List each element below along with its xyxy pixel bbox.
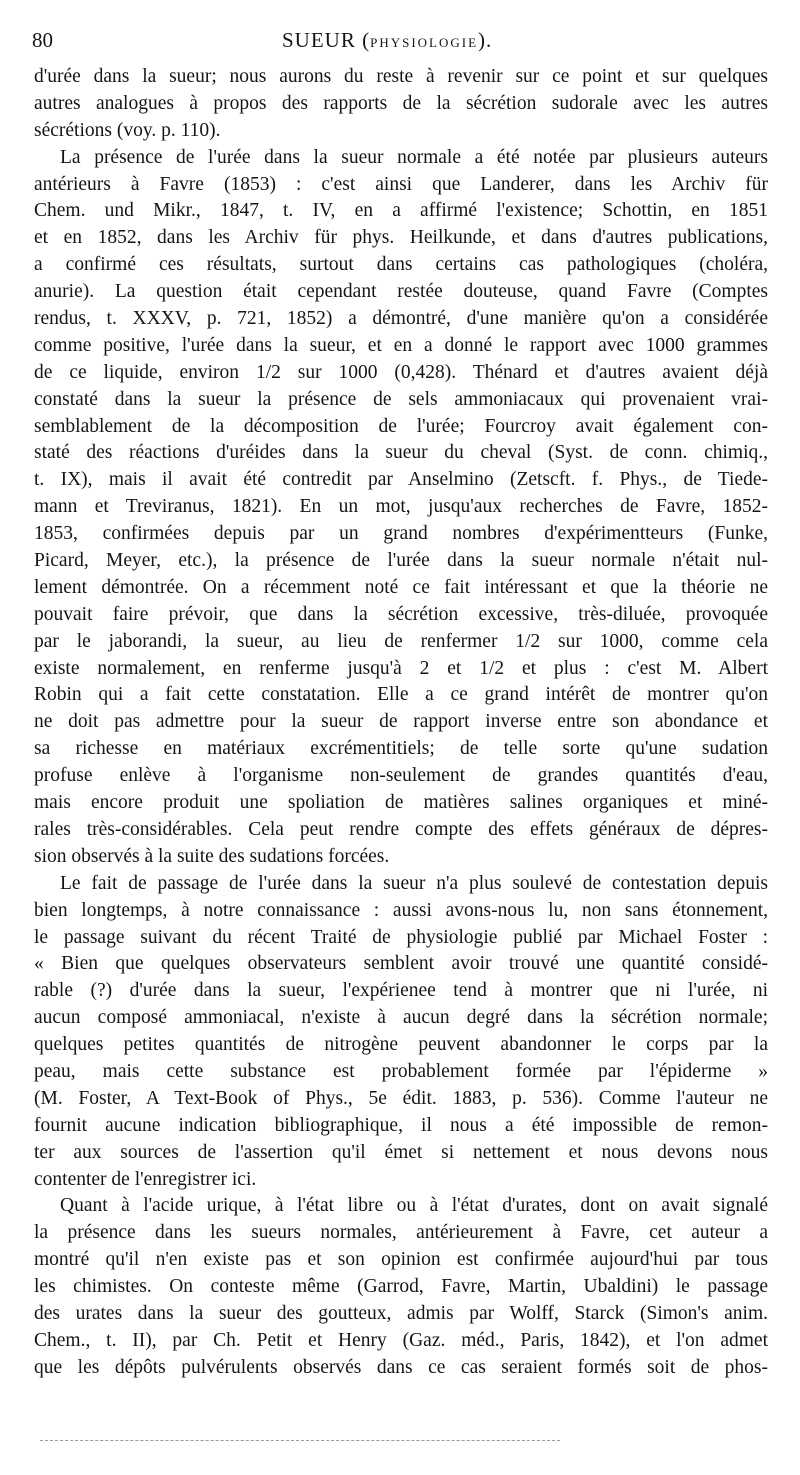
- text-line: la présence dans les sueurs normales, antérieurement à Favre, cet auteur a: [34, 1222, 768, 1244]
- text-line: mann et Treviranus, 1821). En un mot, jusqu'aux recherches de Favre, 1852-: [34, 496, 768, 518]
- text-line: 1853, confirmées depuis par un grand nombres d'expérimentteurs (Funke,: [34, 523, 768, 545]
- running-title-main: SUEUR (: [282, 28, 371, 52]
- text-line: semblablement de la décomposition de l'urée; Fourcroy avait également con-: [34, 415, 768, 437]
- text-line: Quant à l'acide urique, à l'état libre ou à l'état d'urates, dont on avait signalé: [60, 1195, 768, 1217]
- text-line: rales très-considérables. Cela peut rendre compte des effets généraux de dépres-: [34, 818, 768, 840]
- text-line: que les dépôts pulvérulents observés dans ce cas seraient formés soit de phos-: [34, 1356, 768, 1378]
- text-line: t. IX), mais il avait été contredit par Anselmino (Zetscft. f. Phys., de Tiede-: [34, 469, 768, 491]
- text-line: peau, mais cette substance est probablement formée par l'épiderme »: [34, 1060, 768, 1082]
- text-line: staté des réactions d'uréides dans la sueur du cheval (Syst. de conn. chimiq.,: [34, 442, 768, 464]
- text-line: les chimistes. On conteste même (Garrod, Favre, Martin, Ubaldini) le passage: [34, 1276, 768, 1298]
- text-line: mais encore produit une spoliation de matières salines organiques et miné-: [34, 792, 768, 814]
- text-line: pouvait faire prévoir, que dans la sécrétion excessive, très-diluée, provoquée: [34, 603, 768, 625]
- text-line: existe normalement, en renferme jusqu'à 2 et 1/2 et plus : c'est M. Albert: [34, 657, 768, 679]
- text-line: et en 1852, dans les Archiv für phys. Heilkunde, et dans d'autres publications,: [34, 227, 768, 249]
- text-line: bien longtemps, à notre connaissance : aussi avons-nous lu, non sans étonnement,: [34, 899, 768, 921]
- text-line: sa richesse en matériaux excrémentitiels; de telle sorte qu'une sudation: [34, 738, 768, 760]
- text-line: contenter de l'enregistrer ici.: [34, 1168, 257, 1190]
- page-number: 80: [32, 28, 53, 52]
- running-title: [282, 28, 492, 53]
- text-line: montré qu'il n'en existe pas et son opinion est confirmée aujourd'hui par tous: [34, 1249, 768, 1271]
- body-text: [34, 64, 768, 1382]
- text-line: le passage suivant du récent Traité de physiologie publié par Michael Foster :: [34, 926, 768, 948]
- text-line: Robin qui a fait cette constatation. Elle a ce grand intérêt de montrer qu'on: [34, 684, 768, 706]
- text-line: anurie). La question était cependant restée douteuse, quand Favre (Comptes: [34, 281, 768, 303]
- text-line: autres analogues à propos des rapports de la sécrétion sudorale avec les autres: [34, 92, 768, 114]
- text-line: La présence de l'urée dans la sueur normale a été notée par plusieurs auteurs: [60, 146, 768, 168]
- text-line: a confirmé ces résultats, surtout dans certains cas pathologiques (choléra,: [34, 254, 768, 276]
- text-line: quelques petites quantités de nitrogène peuvent abandonner le corps par la: [34, 1034, 768, 1056]
- running-title-end: ).: [478, 28, 493, 52]
- text-line: (M. Foster, A Text-Book of Phys., 5e édit. 1883, p. 536). Comme l'auteur ne: [34, 1087, 768, 1109]
- text-line: Chem., t. II), par Ch. Petit et Henry (Gaz. méd., Paris, 1842), et l'on admet: [34, 1329, 768, 1351]
- text-line: antérieurs à Favre (1853) : c'est ainsi que Landerer, dans les Archiv für: [34, 173, 768, 195]
- text-line: des urates dans la sueur des goutteux, admis par Wolff, Starck (Simon's anim.: [34, 1302, 768, 1324]
- text-line: ne doit pas admettre pour la sueur de rapport inverse entre son abondance et: [34, 711, 768, 733]
- text-line: d'urée dans la sueur; nous aurons du reste à revenir sur ce point et sur quelques: [34, 66, 768, 87]
- text-line: fournit aucune indication bibliographique, il nous a été impossible de remon-: [34, 1114, 768, 1136]
- text-line: ter aux sources de l'assertion qu'il émet si nettement et nous devons nous: [34, 1141, 768, 1163]
- text-line: Picard, Meyer, etc.), la présence de l'urée dans la sueur normale n'était nul-: [34, 550, 768, 572]
- text-line: aucun composé ammoniacal, n'existe à aucun degré dans la sécrétion normale;: [34, 1007, 768, 1029]
- footer-rule: [40, 1440, 560, 1441]
- text-line: rable (?) d'urée dans la sueur, l'expérienee tend à montrer que ni l'urée, ni: [34, 980, 768, 1002]
- text-line: lement démontrée. On a récemment noté ce fait intéressant et que la théorie ne: [34, 576, 768, 598]
- running-title-sub: PHYSIOLOGIE: [370, 35, 479, 50]
- text-line: sécrétions (voy. p. 110).: [34, 119, 221, 141]
- text-line: constaté dans la sueur la présence de sels ammoniacaux qui provenaient vrai-: [34, 388, 768, 410]
- text-line: par le jaborandi, la sueur, au lieu de renfermer 1/2 sur 1000, comme cela: [34, 630, 768, 652]
- text-line: « Bien que quelques observateurs semblent avoir trouvé une quantité considé-: [34, 953, 768, 975]
- text-line: sion observés à la suite des sudations forcées.: [34, 845, 390, 867]
- text-line: rendus, t. XXXV, p. 721, 1852) a démontré, d'une manière qu'on a considérée: [34, 308, 768, 330]
- text-line: de ce liquide, environ 1/2 sur 1000 (0,428). Thénard et d'autres avaient déjà: [34, 361, 768, 383]
- text-line: Chem. und Mikr., 1847, t. IV, en a affirmé l'existence; Schottin, en 1851: [34, 200, 768, 222]
- text-line: Le fait de passage de l'urée dans la sueur n'a plus soulevé de contestation depuis: [60, 872, 768, 894]
- text-line: profuse enlève à l'organisme non-seulement de grandes quantités d'eau,: [34, 765, 768, 787]
- page-header: [32, 28, 760, 58]
- text-line: comme positive, l'urée dans la sueur, et en a donné le rapport avec 1000 grammes: [34, 334, 768, 356]
